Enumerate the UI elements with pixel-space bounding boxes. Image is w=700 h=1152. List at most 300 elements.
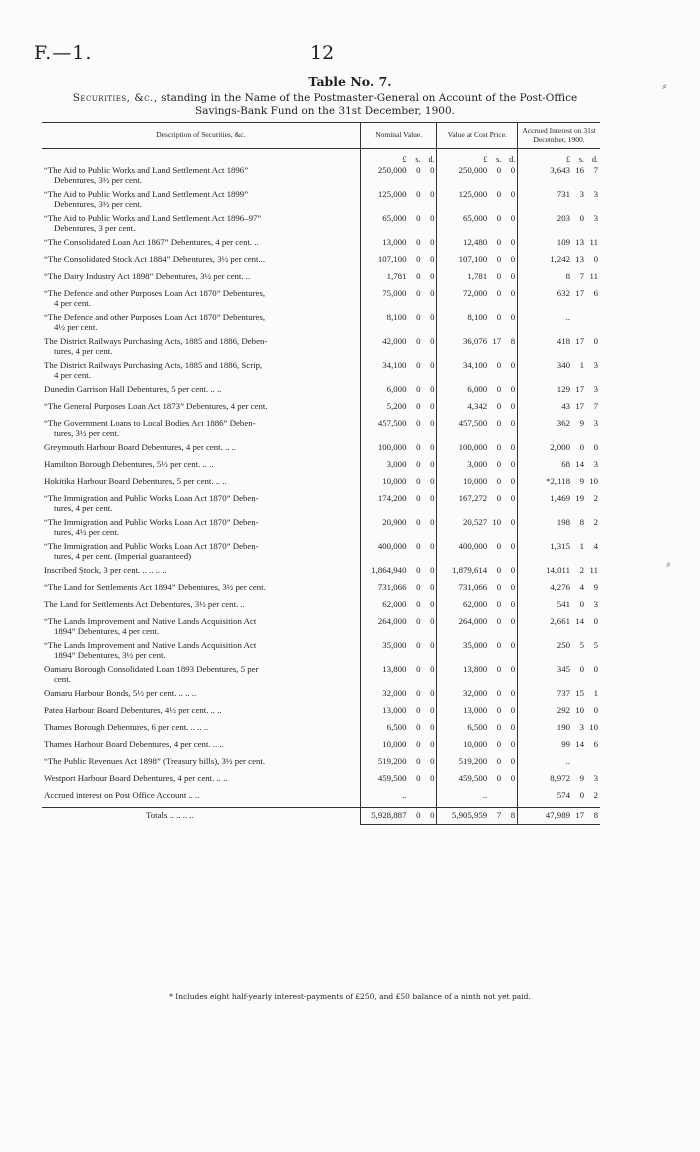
security-description: [42, 517, 360, 541]
nominal-value-cell: [360, 664, 437, 688]
cost-value-cell: [437, 271, 518, 288]
description-line-1: Westport Harbour Board Debentures, 4 per cent. .. ..: [44, 773, 228, 783]
cost-value-pence: 0: [510, 493, 516, 503]
nominal-value-shillings: 0: [416, 739, 421, 749]
cost-value-pounds: 4,342: [467, 401, 488, 411]
cost-value-pence: 0: [510, 360, 516, 370]
accrued-interest-pence: 7: [593, 401, 598, 411]
nominal-value-pounds: 400,000: [377, 541, 407, 551]
accrued-interest-shillings: [570, 756, 584, 766]
accrued-interest-shillings: 9: [579, 476, 584, 486]
unit-pence: d.: [509, 155, 516, 164]
cost-value-cell: [437, 312, 518, 336]
security-description: [42, 582, 360, 599]
cost-value-shillings: 0: [496, 599, 502, 609]
nominal-value-cell: [360, 418, 437, 442]
cost-value-pence: 0: [510, 288, 516, 298]
cost-value-cell: [437, 288, 518, 312]
cost-value-shillings: 0: [496, 165, 502, 175]
nominal-value-shillings: 0: [416, 213, 421, 223]
totals-interest-pence: 8: [593, 810, 598, 820]
accrued-interest-shillings: 10: [575, 705, 584, 715]
nominal-value-cell: [360, 722, 437, 739]
totals-nominal-pounds: 5,928,887: [371, 810, 407, 820]
accrued-interest-shillings: 15: [575, 688, 584, 698]
securities-table: [42, 122, 600, 825]
cost-value-pounds: 3,000: [467, 459, 488, 469]
cost-value-cell: [437, 582, 518, 599]
accrued-interest-pounds: 2,000: [550, 442, 570, 452]
table-row: [42, 664, 600, 688]
nominal-value-cell: [360, 640, 437, 664]
cost-value-pence: 0: [510, 705, 516, 715]
cost-value-cell: [437, 254, 518, 271]
nominal-value-pence: 0: [430, 616, 435, 626]
description-line-1: “The Consolidated Loan Act 1867” Debentures, 4 per cent. ..: [44, 237, 259, 247]
nominal-value-cell: [360, 476, 437, 493]
cost-value-pence: 0: [510, 582, 516, 592]
description-line-1: “The Immigration and Public Works Loan Act 1870” Deben-: [44, 493, 259, 503]
cost-value-cell: [437, 165, 518, 189]
nominal-value-cell: [360, 165, 437, 189]
unit-pound: £: [566, 155, 570, 164]
accrued-interest-pounds: 4,276: [550, 582, 570, 592]
description-line-1: The District Railways Purchasing Acts, 1885 and 1886, Scrip,: [44, 360, 263, 370]
accrued-interest-pounds: 1,242: [550, 254, 570, 264]
nominal-value-shillings: 0: [416, 401, 421, 411]
description-line-2: 4 per cent.: [54, 298, 91, 308]
cost-value-cell: [437, 616, 518, 640]
nominal-value-pounds: 8,100: [386, 312, 407, 322]
cost-value-pounds: 167,272: [458, 493, 488, 503]
accrued-interest-cell: [518, 360, 600, 384]
accrued-interest-cell: [518, 599, 600, 616]
nominal-value-cell: [360, 705, 437, 722]
accrued-interest-pounds: 8,972: [550, 773, 570, 783]
description-line-1: The District Railways Purchasing Acts, 1885 and 1886, Deben-: [44, 336, 268, 346]
description-line-1: “The Lands Improvement and Native Lands Acquisition Act: [44, 640, 257, 650]
accrued-interest-shillings: 3: [579, 189, 584, 199]
cost-value-pounds: 72,000: [462, 288, 488, 298]
accrued-interest-cell: [518, 254, 600, 271]
accrued-interest-pence: 2: [593, 493, 598, 503]
description-line-1: Oamaru Harbour Bonds, 5½ per cent. .. .. ..: [44, 688, 197, 698]
table-title: Table No. 7.: [308, 74, 392, 89]
description-line-1: “The Public Revenues Act 1898” (Treasury bills), 3½ per cent.: [44, 756, 266, 766]
cost-value-cell: [437, 640, 518, 664]
nominal-value-pounds: 100,000: [377, 442, 407, 452]
accrued-interest-pounds: 190: [556, 722, 570, 732]
security-description: [42, 336, 360, 360]
accrued-interest-cell: [518, 401, 600, 418]
nominal-value-pence: 0: [430, 565, 435, 575]
security-description: [42, 493, 360, 517]
description-line-1: “The Lands Improvement and Native Lands Acquisition Act: [44, 616, 257, 626]
accrued-interest-pounds: 8: [565, 271, 570, 281]
accrued-interest-cell: [518, 664, 600, 688]
nominal-value-shillings: 0: [416, 254, 421, 264]
cost-value-shillings: 0: [496, 476, 502, 486]
nominal-value-pounds: 6,000: [386, 384, 407, 394]
accrued-interest-pence: 11: [589, 271, 598, 281]
description-line-1: Greymouth Harbour Board Debentures, 4 per cent. .. ..: [44, 442, 237, 452]
cost-value-pounds: 6,500: [467, 722, 488, 732]
cost-value-shillings: 0: [496, 254, 502, 264]
description-line-2: Debentures, 3½ per cent.: [54, 199, 142, 209]
accrued-interest-pence: 7: [593, 165, 598, 175]
table-row: [42, 640, 600, 664]
nominal-value-cell: [360, 401, 437, 418]
accrued-interest-shillings: 7: [579, 271, 584, 281]
totals-cost-shillings: 7: [496, 810, 502, 820]
accrued-interest-pence: 4: [593, 541, 598, 551]
accrued-interest-cell: [518, 616, 600, 640]
accrued-interest-shillings: [570, 312, 584, 322]
table-row: [42, 237, 600, 254]
parliamentary-paper-code: F.—1.: [34, 42, 93, 64]
accrued-interest-shillings: 17: [575, 336, 584, 346]
cost-value-pounds: 34,100: [462, 360, 488, 370]
unit-shillings: s.: [415, 155, 421, 164]
table-row: [42, 756, 600, 773]
nominal-value-cell: [360, 739, 437, 756]
cost-value-shillings: 0: [496, 705, 502, 715]
accrued-interest-pounds: 2,661: [550, 616, 570, 626]
description-line-2: 4½ per cent.: [54, 322, 98, 332]
cost-value-pence: 0: [510, 189, 516, 199]
nominal-value-pence: 0: [430, 459, 435, 469]
nominal-value-pounds: 10,000: [382, 739, 407, 749]
units-interest: [518, 149, 600, 166]
cost-value-shillings: 0: [496, 640, 502, 650]
nominal-value-pounds: ..: [402, 790, 407, 800]
nominal-value-pence: 0: [430, 418, 435, 428]
table-row: [42, 312, 600, 336]
unit-pence: d.: [592, 155, 598, 164]
security-description: [42, 165, 360, 189]
accrued-interest-pounds: 1,469: [550, 493, 570, 503]
cost-value-cell: [437, 664, 518, 688]
table-row: [42, 165, 600, 189]
table-row: [42, 705, 600, 722]
table-row: [42, 288, 600, 312]
accrued-interest-pence: 0: [593, 442, 598, 452]
nominal-value-shillings: 0: [416, 312, 421, 322]
accrued-interest-pounds: 574: [556, 790, 570, 800]
security-description: [42, 790, 360, 808]
security-description: [42, 213, 360, 237]
accrued-interest-pounds: 340: [556, 360, 570, 370]
cost-value-shillings: 0: [496, 582, 502, 592]
cost-value-shillings: 0: [496, 237, 502, 247]
nominal-value-cell: [360, 616, 437, 640]
accrued-interest-shillings: 1: [579, 360, 584, 370]
nominal-value-pence: 0: [430, 664, 435, 674]
accrued-interest-shillings: 0: [579, 599, 584, 609]
nominal-value-cell: [360, 442, 437, 459]
totals-interest: [518, 808, 600, 825]
accrued-interest-pounds: 731: [556, 189, 570, 199]
security-description: [42, 599, 360, 616]
nominal-value-pence: 0: [430, 541, 435, 551]
accrued-interest-pounds: 345: [556, 664, 570, 674]
nominal-value-shillings: 0: [416, 582, 421, 592]
nominal-value-pence: 0: [430, 582, 435, 592]
accrued-interest-shillings: 0: [579, 664, 584, 674]
nominal-value-shillings: 0: [416, 541, 421, 551]
accrued-interest-pence: 6: [593, 739, 598, 749]
security-description: [42, 640, 360, 664]
cost-value-shillings: 10: [492, 517, 502, 527]
totals-nominal: [360, 808, 437, 825]
nominal-value-pence: 0: [430, 271, 435, 281]
nominal-value-pounds: 3,000: [386, 459, 407, 469]
security-description: [42, 616, 360, 640]
accrued-interest-shillings: 3: [579, 722, 584, 732]
description-line-1: The Land for Settlements Act Debentures, 3½ per cent. ..: [44, 599, 245, 609]
nominal-value-cell: [360, 773, 437, 790]
unit-pound: £: [483, 155, 488, 164]
nominal-value-pence: 0: [430, 165, 435, 175]
description-line-2: tures, 4 per cent.: [54, 503, 113, 513]
security-description: [42, 664, 360, 688]
security-description: [42, 271, 360, 288]
cost-value-cell: [437, 401, 518, 418]
cost-value-pounds: 250,000: [458, 165, 488, 175]
unit-pence: d.: [428, 155, 435, 164]
cost-value-cell: [437, 384, 518, 401]
nominal-value-pence: 0: [430, 517, 435, 527]
table-row: [42, 790, 600, 808]
footnote: * Includes eight half-yearly interest-payments of £250, and £50 balance of a ninth not yet paid.: [169, 992, 531, 1001]
accrued-interest-shillings: 4: [579, 582, 584, 592]
cost-value-pounds: 457,500: [458, 418, 488, 428]
nominal-value-cell: [360, 582, 437, 599]
cost-value-shillings: 0: [496, 565, 502, 575]
table-row: [42, 476, 600, 493]
accrued-interest-pence: 5: [593, 640, 598, 650]
nominal-value-pence: 0: [430, 756, 435, 766]
cost-value-cell: [437, 756, 518, 773]
accrued-interest-cell: [518, 418, 600, 442]
nominal-value-shillings: 0: [416, 442, 421, 452]
description-line-2: Debentures, 3 per cent.: [54, 223, 136, 233]
nominal-value-pence: 0: [430, 401, 435, 411]
accrued-interest-shillings: 16: [575, 165, 584, 175]
security-description: [42, 360, 360, 384]
nominal-value-cell: [360, 237, 437, 254]
table-row: [42, 616, 600, 640]
accrued-interest-pence: 0: [593, 254, 598, 264]
accrued-interest-shillings: 1: [579, 541, 584, 551]
accrued-interest-cell: [518, 336, 600, 360]
nominal-value-pounds: 1,781: [386, 271, 407, 281]
nominal-value-shillings: 0: [416, 616, 421, 626]
nominal-value-pence: 0: [430, 476, 435, 486]
nominal-value-pence: 0: [430, 599, 435, 609]
cost-value-pence: [501, 790, 515, 800]
accrued-interest-pence: 2: [593, 790, 598, 800]
cost-value-shillings: 0: [496, 541, 502, 551]
accrued-interest-cell: [518, 640, 600, 664]
nominal-value-cell: [360, 565, 437, 582]
accrued-interest-pence: 0: [593, 336, 598, 346]
cost-value-cell: [437, 336, 518, 360]
cost-value-shillings: 0: [496, 189, 502, 199]
nominal-value-pence: 0: [430, 237, 435, 247]
nominal-value-pounds: 13,000: [382, 705, 407, 715]
accrued-interest-pounds: 418: [556, 336, 570, 346]
nominal-value-shillings: 0: [416, 517, 421, 527]
cost-value-pounds: ..: [482, 790, 488, 800]
nominal-value-pence: 0: [430, 640, 435, 650]
nominal-value-pence: [420, 790, 434, 800]
cost-value-cell: [437, 442, 518, 459]
nominal-value-pounds: 250,000: [377, 165, 407, 175]
accrued-interest-cell: [518, 165, 600, 189]
accrued-interest-cell: [518, 705, 600, 722]
nominal-value-pence: 0: [430, 722, 435, 732]
cost-value-pence: 0: [510, 599, 516, 609]
margin-mark: ⸗: [662, 78, 667, 94]
cost-value-cell: [437, 739, 518, 756]
security-description: [42, 565, 360, 582]
accrued-interest-cell: [518, 517, 600, 541]
accrued-interest-shillings: 0: [579, 442, 584, 452]
cost-value-pence: 0: [510, 213, 516, 223]
accrued-interest-shillings: 19: [575, 493, 584, 503]
description-line-1: “The General Purposes Loan Act 1873” Debentures, 4 per cent.: [44, 401, 268, 411]
units-row: [42, 149, 600, 166]
nominal-value-shillings: 0: [416, 288, 421, 298]
nominal-value-pounds: 10,000: [382, 476, 407, 486]
accrued-interest-shillings: 17: [575, 288, 584, 298]
nominal-value-shillings: 0: [416, 756, 421, 766]
description-line-1: Patea Harbour Board Debentures, 4½ per cent. .. ..: [44, 705, 222, 715]
cost-value-shillings: 0: [496, 288, 502, 298]
description-line-2: tures, 4½ per cent.: [54, 527, 119, 537]
accrued-interest-shillings: 8: [579, 517, 584, 527]
header-cost-price: Value at Cost Price.: [437, 123, 518, 149]
units-nominal: [360, 149, 437, 166]
security-description: [42, 705, 360, 722]
cost-value-cell: [437, 541, 518, 565]
accrued-interest-cell: [518, 312, 600, 336]
totals-interest-pounds: 47,989: [545, 810, 570, 820]
accrued-interest-pence: 3: [593, 213, 598, 223]
nominal-value-pounds: 35,000: [382, 640, 407, 650]
nominal-value-pounds: 20,900: [382, 517, 407, 527]
description-line-1: Hokitika Harbour Board Debentures, 5 per cent. .. ..: [44, 476, 227, 486]
accrued-interest-shillings: 17: [575, 401, 584, 411]
security-description: [42, 442, 360, 459]
description-line-1: Inscribed Stock, 3 per cent. .. .. .. ..: [44, 565, 167, 575]
security-description: [42, 476, 360, 493]
nominal-value-cell: [360, 541, 437, 565]
cost-value-pounds: 13,000: [462, 705, 488, 715]
totals-cost-pence: 8: [510, 810, 516, 820]
table-row: [42, 336, 600, 360]
units-spacer: [42, 149, 360, 166]
totals-nominal-pence: 0: [430, 810, 435, 820]
description-line-2: cent.: [54, 674, 71, 684]
accrued-interest-pounds: 109: [556, 237, 570, 247]
accrued-interest-shillings: 13: [575, 254, 584, 264]
cost-value-cell: [437, 773, 518, 790]
description-line-2: 1894” Debentures, 4 per cent.: [54, 626, 160, 636]
table-row: [42, 517, 600, 541]
accrued-interest-shillings: 9: [579, 773, 584, 783]
nominal-value-pence: 0: [430, 773, 435, 783]
cost-value-pounds: 10,000: [462, 476, 488, 486]
security-description: [42, 459, 360, 476]
description-line-1: Hamilton Borough Debentures, 5½ per cent. .. ..: [44, 459, 214, 469]
accrued-interest-pounds: 198: [556, 517, 570, 527]
cost-value-pounds: 1,781: [467, 271, 488, 281]
nominal-value-cell: [360, 384, 437, 401]
accrued-interest-cell: [518, 541, 600, 565]
accrued-interest-cell: [518, 565, 600, 582]
table-row: [42, 418, 600, 442]
accrued-interest-pence: 3: [593, 773, 598, 783]
cost-value-pounds: 62,000: [462, 599, 488, 609]
nominal-value-pence: 0: [430, 442, 435, 452]
cost-value-pence: 0: [510, 640, 516, 650]
security-description: [42, 739, 360, 756]
description-line-1: “The Government Loans to Local Bodies Act 1886” Deben-: [44, 418, 256, 428]
accrued-interest-shillings: 13: [575, 237, 584, 247]
cost-value-pence: 8: [510, 336, 516, 346]
security-description: [42, 189, 360, 213]
table-row: [42, 254, 600, 271]
nominal-value-pounds: 1,864,940: [371, 565, 407, 575]
nominal-value-pounds: 5,200: [386, 401, 407, 411]
cost-value-pounds: 731,066: [458, 582, 488, 592]
accrued-interest-shillings: 0: [579, 790, 584, 800]
accrued-interest-pounds: 737: [556, 688, 570, 698]
cost-value-pence: 0: [510, 271, 516, 281]
accrued-interest-pence: 3: [593, 189, 598, 199]
header-accrued-interest: Accrued Interest on 31st December, 1900.: [518, 123, 600, 149]
accrued-interest-pounds: 1,315: [550, 541, 570, 551]
nominal-value-shillings: 0: [416, 705, 421, 715]
accrued-interest-shillings: 14: [575, 739, 584, 749]
table-row: [42, 599, 600, 616]
table-row: [42, 773, 600, 790]
nominal-value-cell: [360, 517, 437, 541]
accrued-interest-pounds: 14,011: [546, 565, 570, 575]
accrued-interest-pence: 3: [593, 459, 598, 469]
cost-value-pence: 0: [510, 254, 516, 264]
cost-value-pence: 0: [510, 476, 516, 486]
nominal-value-shillings: 0: [416, 664, 421, 674]
security-description: [42, 237, 360, 254]
table-row: [42, 582, 600, 599]
accrued-interest-pence: 0: [593, 705, 598, 715]
accrued-interest-cell: [518, 722, 600, 739]
table-row: [42, 459, 600, 476]
accrued-interest-cell: [518, 189, 600, 213]
cost-value-pence: 0: [510, 384, 516, 394]
nominal-value-cell: [360, 213, 437, 237]
nominal-value-pounds: 6,500: [386, 722, 407, 732]
nominal-value-cell: [360, 459, 437, 476]
nominal-value-cell: [360, 336, 437, 360]
nominal-value-cell: [360, 688, 437, 705]
nominal-value-pounds: 519,200: [377, 756, 407, 766]
accrued-interest-pounds: 68: [561, 459, 570, 469]
page-header: [34, 42, 654, 68]
